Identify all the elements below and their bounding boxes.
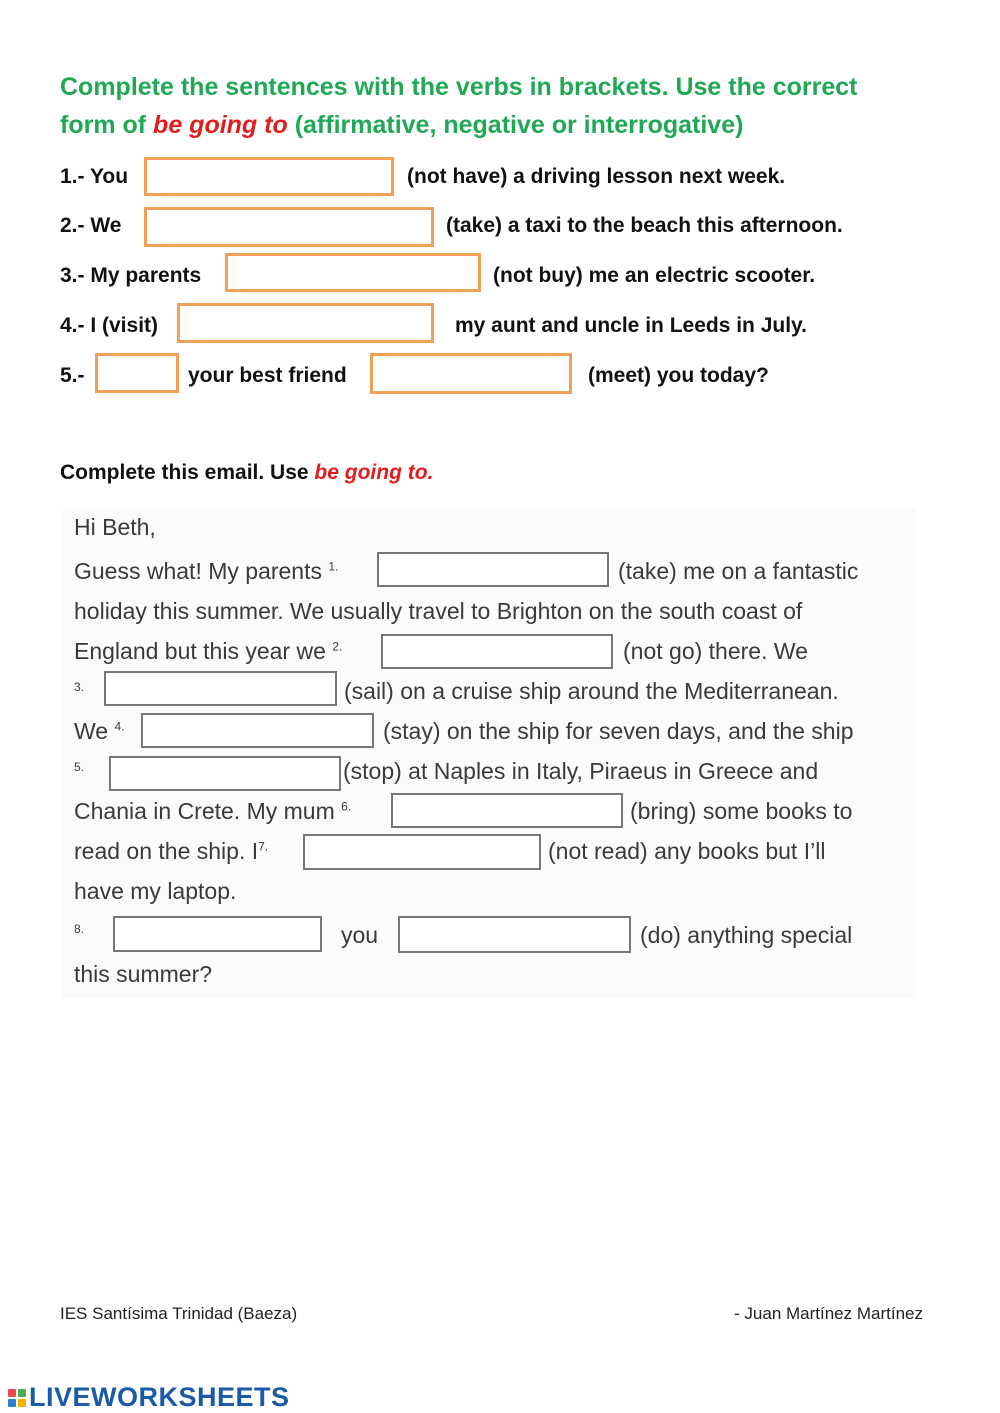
item1-answer-input[interactable] <box>144 157 394 196</box>
ex2-instruction-highlight: be going to <box>314 461 428 484</box>
ex2-instruction-post: . <box>427 461 434 484</box>
email-line7-pre <box>74 798 351 825</box>
blank-number-3: 3. <box>74 680 85 694</box>
logo-text: LIVEWORKSHEETS <box>29 1382 290 1412</box>
item5-prefix: 5.- <box>60 364 85 387</box>
blank-number-5: 5. <box>74 760 85 774</box>
instruction-pre: form of <box>60 111 154 139</box>
exercise1-instruction-line1: Complete the sentences with the verbs in brackets. Use the correct <box>60 73 858 101</box>
line5-text: We <box>74 718 109 744</box>
email-blank-8b-input[interactable] <box>398 916 631 953</box>
email-line8-post: (not read) any books but I’ll <box>548 838 826 864</box>
footer-author: - Juan Martínez Martínez <box>734 1304 923 1323</box>
line3-text: England but this year we <box>74 638 326 664</box>
item4-suffix: my aunt and uncle in Leeds in July. <box>455 314 808 337</box>
email-line3-post: (not go) there. We <box>623 638 808 664</box>
item5-answer-input-a[interactable] <box>95 353 179 393</box>
email-line2: holiday this summer. We usually travel to Brighton on the south coast of <box>74 598 803 624</box>
item2-answer-input[interactable] <box>144 207 434 247</box>
logo-square-blue <box>8 1399 16 1407</box>
email-blank-4-input[interactable] <box>141 713 374 748</box>
email-blank-1-input[interactable] <box>377 552 609 587</box>
email-line4-post: (sail) on a cruise ship around the Mediterranean. <box>344 678 839 704</box>
exercise1-instruction-line2 <box>60 111 743 140</box>
email-line10-post: (do) anything special <box>640 922 853 948</box>
email-line5-post: (stay) on the ship for seven days, and the ship <box>383 718 854 744</box>
logo-square-yellow <box>18 1399 26 1407</box>
line1-text: Guess what! My parents <box>74 558 322 584</box>
logo-square-red <box>8 1389 16 1397</box>
instruction-post: (affirmative, negative or interrogative) <box>287 111 744 139</box>
logo-square-green <box>18 1389 26 1397</box>
email-line1-post: (take) me on a fantastic <box>618 558 859 584</box>
item4-prefix: 4.- I (visit) <box>60 314 159 337</box>
liveworksheets-logo[interactable] <box>8 1382 290 1413</box>
email-line6-post: (stop) at Naples in Italy, Piraeus in Greece and <box>343 758 819 784</box>
email-line9: have my laptop. <box>74 878 237 904</box>
email-blank-8a-input[interactable] <box>113 916 322 952</box>
email-line8-pre <box>74 838 268 865</box>
email-greeting: Hi Beth, <box>74 514 156 540</box>
item3-prefix: 3.- My parents <box>60 264 202 287</box>
instruction-highlight: be going to <box>153 111 288 139</box>
item3-answer-input[interactable] <box>225 253 481 292</box>
item3-suffix: (not buy) me an electric scooter. <box>493 264 816 287</box>
ex2-instruction-pre: Complete this email. Use <box>60 461 315 484</box>
email-blank-2-input[interactable] <box>381 634 613 669</box>
blank-number-4: 4. <box>114 719 125 734</box>
email-line3-pre <box>74 638 342 665</box>
email-line1-pre <box>74 558 338 585</box>
blank-number-2: 2. <box>332 639 343 654</box>
blank-number-7: 7. <box>258 839 269 854</box>
email-line5-pre <box>74 718 125 745</box>
logo-grid-icon <box>8 1389 26 1407</box>
item5-middle: your best friend <box>188 364 347 387</box>
footer-school: IES Santísima Trinidad (Baeza) <box>60 1304 298 1323</box>
email-line11: this summer? <box>74 961 213 987</box>
blank-number-6: 6. <box>341 799 352 814</box>
item4-answer-input[interactable] <box>177 303 434 343</box>
email-line10-mid: you <box>341 922 379 948</box>
blank-number-1: 1. <box>328 559 339 574</box>
item1-prefix: 1.- You <box>60 165 129 188</box>
email-blank-3-input[interactable] <box>104 671 337 706</box>
line8-text: read on the ship. I <box>74 838 259 864</box>
item2-suffix: (take) a taxi to the beach this afternoon. <box>446 214 843 237</box>
item2-prefix: 2.- We <box>60 214 122 237</box>
item5-answer-input-b[interactable] <box>370 353 572 394</box>
item1-suffix: (not have) a driving lesson next week. <box>407 165 786 188</box>
item5-suffix: (meet) you today? <box>588 364 769 387</box>
exercise2-instruction <box>60 461 433 485</box>
line7-text: Chania in Crete. My mum <box>74 798 335 824</box>
blank-number-8: 8. <box>74 922 85 936</box>
email-blank-5-input[interactable] <box>109 756 341 791</box>
email-blank-7-input[interactable] <box>303 834 541 870</box>
email-line7-post: (bring) some books to <box>630 798 853 824</box>
email-blank-6-input[interactable] <box>391 793 623 828</box>
